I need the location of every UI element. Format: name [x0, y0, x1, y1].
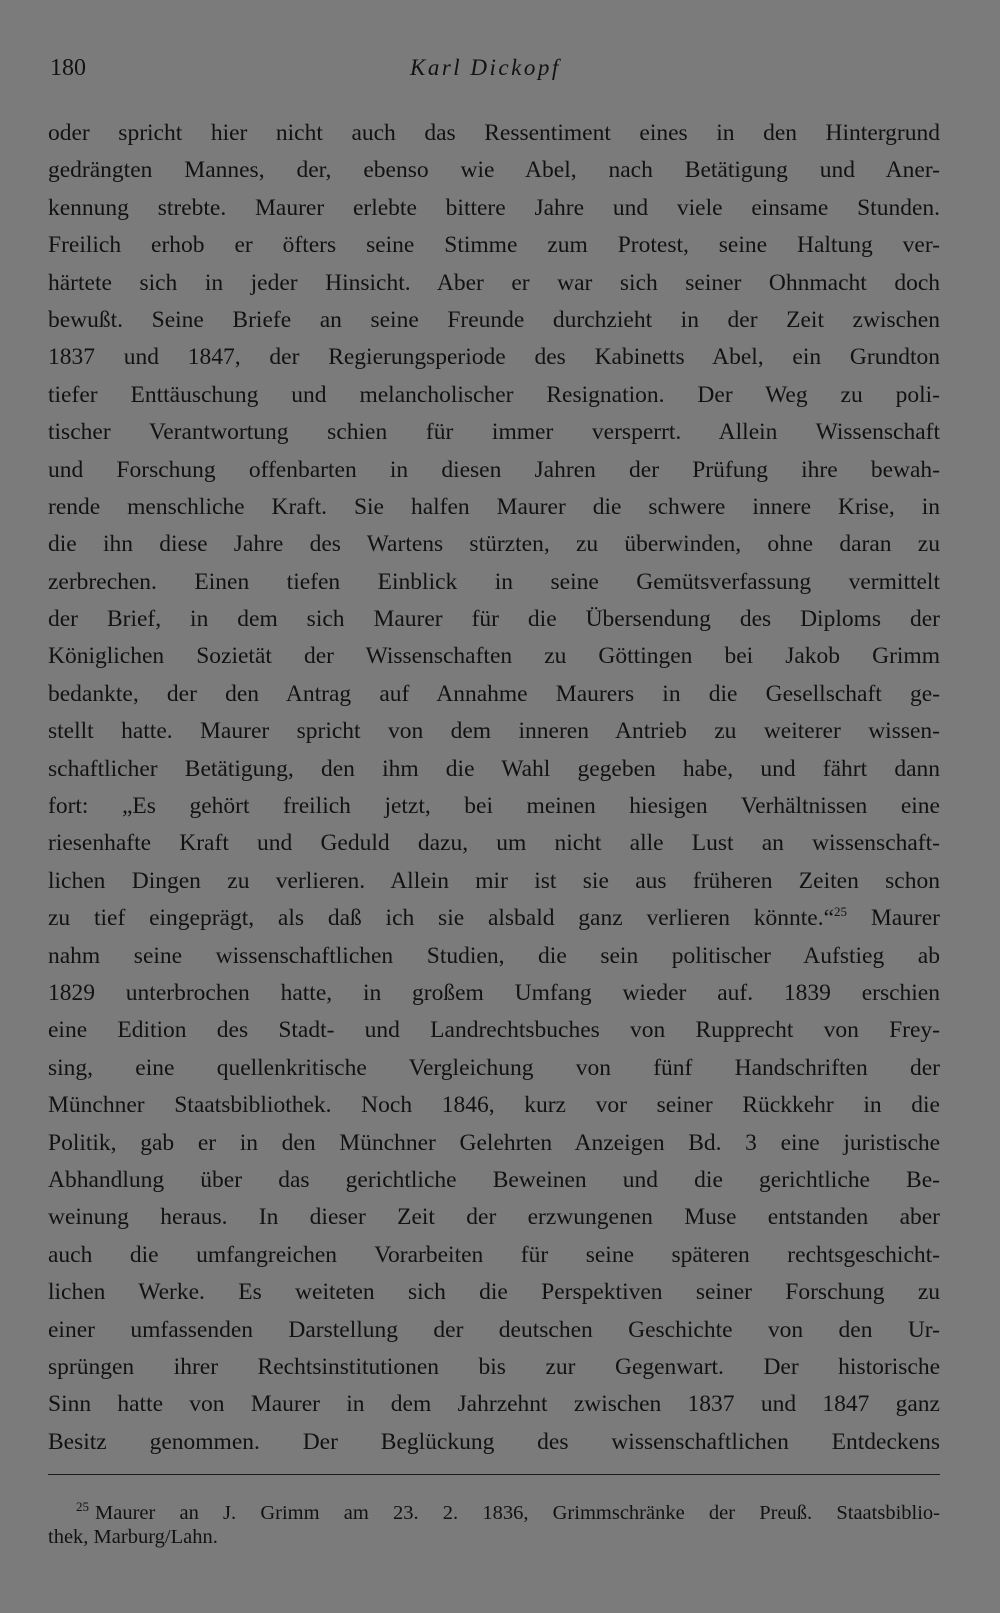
text-line: 1837 und 1847, der Regierungsperiode des Kabinetts Abel, ein Grundton [48, 344, 940, 371]
footnote-divider [48, 1474, 940, 1475]
text-line: nahm seine wissenschaftlichen Studien, die sein politischer Aufstieg ab [48, 942, 940, 969]
text-line: fort: „Es gehört freilich jetzt, bei meinen hiesigen Verhältnissen eine [48, 793, 940, 820]
text-line: der Brief, in dem sich Maurer für die Übersendung des Diploms der [48, 606, 940, 633]
body-text [48, 115, 940, 1461]
text-line: weinung heraus. In dieser Zeit der erzwungenen Muse entstanden aber [48, 1204, 940, 1231]
text-line: bedankte, der den Antrag auf Annahme Maurers in die Gesellschaft ge- [48, 680, 940, 707]
footnote-line: thek, Marburg/Lahn. [48, 1526, 218, 1548]
text-line: gedrängten Mannes, der, ebenso wie Abel, nach Betätigung und Aner- [48, 157, 940, 184]
footnote-reference: 25 [834, 904, 848, 920]
text-line: lichen Werke. Es weiteten sich die Perspektiven seiner Forschung zu [48, 1279, 940, 1306]
text-line: Politik, gab er in den Münchner Gelehrten Anzeigen Bd. 3 eine juristische [48, 1129, 940, 1156]
text-line: riesenhafte Kraft und Geduld dazu, um nicht alle Lust an wissenschaft- [48, 830, 940, 857]
text-line: Freilich erhob er öfters seine Stimme zum Protest, seine Haltung ver- [48, 232, 940, 259]
text-segment: zu tief eingeprägt, als daß ich sie alsbald ganz verlieren könnte.“ [48, 905, 835, 932]
footnote-text: Maurer an J. Grimm am 23. 2. 1836, Grimmschränke der Preuß. Staatsbiblio- [95, 1502, 940, 1524]
text-line: zerbrechen. Einen tiefen Einblick in seine Gemütsverfassung vermittelt [48, 568, 940, 595]
text-line: schaftlicher Betätigung, den ihm die Wahl gegeben habe, und fährt dann [48, 755, 940, 782]
text-line: auch die umfangreichen Vorarbeiten für seine späteren rechtsgeschicht- [48, 1241, 940, 1268]
text-line: sprüngen ihrer Rechtsinstitutionen bis zur Gegenwart. Der historische [48, 1353, 940, 1380]
footnote-line [48, 1492, 940, 1522]
text-line: Sinn hatte von Maurer in dem Jahrzehnt zwischen 1837 und 1847 ganz [48, 1391, 940, 1418]
text-line: die ihn diese Jahre des Wartens stürzten, zu überwinden, ohne daran zu [48, 531, 940, 558]
text-line: kennung strebte. Maurer erlebte bittere Jahre und viele einsame Stunden. [48, 194, 940, 221]
text-line: tiefer Enttäuschung und melancholischer Resignation. Der Weg zu poli- [48, 381, 940, 408]
text-segment: Maurer [847, 905, 940, 932]
text-line: Abhandlung über das gerichtliche Beweinen und die gerichtliche Be- [48, 1166, 940, 1193]
text-line-with-footnote-ref [48, 900, 940, 937]
text-line: sing, eine quellenkritische Vergleichung von fünf Handschriften der [48, 1054, 940, 1081]
text-line: stellt hatte. Maurer spricht von dem inneren Antrieb zu weiterer wissen- [48, 718, 940, 745]
text-line: tischer Verantwortung schien für immer versperrt. Allein Wissenschaft [48, 419, 940, 446]
page-header [50, 55, 942, 91]
text-line: Besitz genommen. Der Beglückung des wissenschaftlichen Entdeckens [48, 1428, 940, 1455]
text-line: bewußt. Seine Briefe an seine Freunde durchzieht in der Zeit zwischen [48, 306, 940, 333]
text-line: eine Edition des Stadt- und Landrechtsbuches von Rupprecht von Frey- [48, 1017, 940, 1044]
footnote [48, 1492, 940, 1552]
text-line: 1829 unterbrochen hatte, in großem Umfang wieder auf. 1839 erschien [48, 979, 940, 1006]
text-line: härtete sich in jeder Hinsicht. Aber er war sich seiner Ohnmacht doch [48, 269, 940, 296]
footnote-number: 25 [76, 1499, 89, 1514]
text-line: rende menschliche Kraft. Sie halfen Maurer die schwere innere Krise, in [48, 493, 940, 520]
page-number: 180 [50, 55, 86, 81]
text-line: einer umfassenden Darstellung der deutschen Geschichte von den Ur- [48, 1316, 940, 1343]
text-line: oder spricht hier nicht auch das Ressentiment eines in den Hintergrund [48, 120, 940, 146]
text-line: und Forschung offenbarten in diesen Jahren der Prüfung ihre bewah- [48, 456, 940, 483]
text-line: Münchner Staatsbibliothek. Noch 1846, kurz vor seiner Rückkehr in die [48, 1092, 940, 1119]
text-line: Königlichen Sozietät der Wissenschaften zu Göttingen bei Jakob Grimm [48, 643, 940, 670]
running-head: Karl Dickopf [410, 55, 561, 80]
text-line: lichen Dingen zu verlieren. Allein mir ist sie aus früheren Zeiten schon [48, 867, 940, 894]
